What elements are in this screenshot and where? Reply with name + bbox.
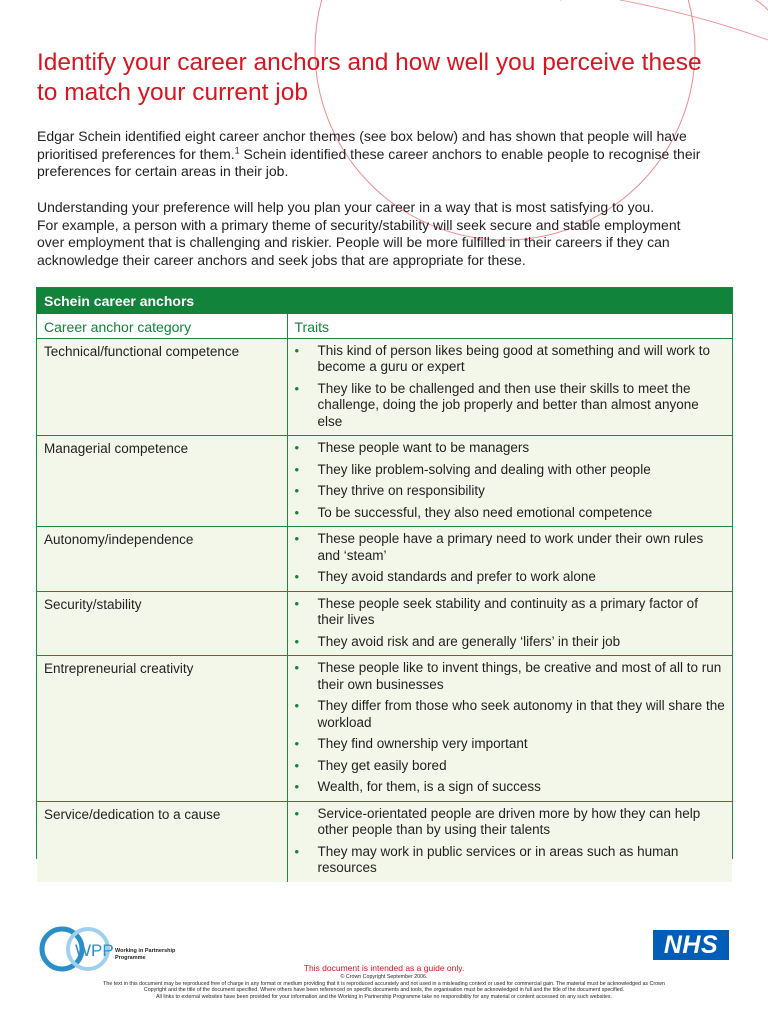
bullet-icon: • (294, 531, 300, 546)
footer-fine-print: © Crown Copyright September 2006. The text in this document may be reproduced free of charge in any format or medium providing that it is reproduced accurately and not used in a misleading context or used for commercial gain. The material must be acknowledged as Crown Copyright and the title of the document specified. Where others have been referenced on specific documents and tools, the organisation must be acknowledged in full and the title of the document specified. All links to external websites have been provided for your information and the Working in Partnership Programme take no responsibility for any material or content accessed on any such websites. (0, 974, 768, 1000)
bullet-icon: • (294, 757, 300, 773)
bullet-icon: • (294, 698, 300, 713)
page-title-line-1: Identify your career anchors and how well you perceive these (37, 49, 702, 76)
anchor-traits (287, 801, 732, 882)
bullet-icon: • (294, 380, 300, 396)
list-item (288, 343, 727, 376)
wpp-logo-text: WPP (75, 941, 114, 960)
nhs-logo: NHS (653, 930, 729, 960)
table-row (37, 527, 732, 592)
trait-text: They avoid standards and prefer to work alone (317, 569, 596, 584)
trait-text: They like problem-solving and dealing with other people (317, 461, 651, 477)
bullet-icon: • (294, 736, 300, 751)
anchor-category: Managerial competence (37, 436, 287, 527)
list-item (288, 660, 727, 693)
trait-text: These people like to invent things, be creative and most of all to run their own businesses (317, 660, 722, 692)
traits-list (288, 806, 727, 877)
bullet-icon: • (294, 504, 300, 520)
traits-list (288, 343, 727, 431)
table-row (37, 656, 732, 802)
footnote-marker: 1 (234, 144, 240, 155)
trait-text: These people have a primary need to work under their own rules and ‘steam’ (317, 531, 704, 563)
list-item (288, 596, 727, 629)
bullet-icon: • (294, 779, 300, 794)
anchor-category: Technical/functional competence (37, 338, 287, 436)
trait-text: Wealth, for them, is a sign of success (317, 779, 541, 794)
trait-text: They get easily bored (317, 757, 447, 773)
bullet-icon: • (294, 440, 300, 455)
trait-text: This kind of person likes being good at something and will work to become a guru or expert (317, 342, 710, 374)
trait-text: These people want to be managers (317, 440, 530, 455)
column-header-traits: Traits (287, 314, 732, 338)
bullet-icon: • (294, 461, 300, 477)
list-item (288, 505, 727, 522)
trait-text: They find ownership very important (317, 736, 528, 751)
trait-text: They thrive on responsibility (317, 483, 485, 498)
list-item (288, 440, 727, 457)
trait-text: To be successful, they also need emotional competence (317, 504, 653, 520)
list-item (288, 531, 727, 564)
list-item (288, 779, 727, 796)
trait-text: Service-orientated people are driven more by how they can help other people than by using their talents (317, 805, 701, 837)
bullet-icon: • (294, 595, 300, 611)
table-row (37, 338, 732, 436)
trait-text: They like to be challenged and then use their skills to meet the challenge, doing the job properly and better than almost anyone else (317, 380, 699, 429)
anchor-traits (287, 436, 732, 527)
anchor-traits (287, 338, 732, 436)
bullet-icon: • (294, 805, 300, 821)
bullet-icon: • (294, 660, 300, 675)
list-item (288, 569, 727, 586)
career-anchors-box (36, 287, 733, 875)
traits-list (288, 660, 727, 796)
list-item (288, 634, 727, 651)
anchor-category: Service/dedication to a cause (37, 801, 287, 882)
table-row (37, 801, 732, 882)
anchor-traits (287, 656, 732, 802)
anchor-traits (287, 527, 732, 592)
traits-list (288, 596, 727, 651)
anchor-category: Autonomy/independence (37, 527, 287, 592)
table-body (37, 338, 732, 882)
trait-text: These people seek stability and continuity as a primary factor of their lives (317, 595, 698, 627)
career-anchors-heading: Schein career anchors (37, 288, 732, 314)
intro-paragraph-2: Understanding your preference will help you plan your career in a way that is most satisfying to you. For example, a person with a primary theme of security/stability will seek secure and stable employment over employment that is challenging and riskier. People will be more fulfilled in their careers if they can acknowledge their career anchors and seek jobs that are appropriate for these. (37, 199, 681, 268)
career-anchors-table (37, 314, 732, 882)
guide-notice: This document is intended as a guide only. (303, 963, 465, 973)
table-row (37, 436, 732, 527)
bullet-icon: • (294, 843, 300, 859)
list-item (288, 698, 727, 731)
footer (0, 963, 768, 1000)
anchor-category: Entrepreneurial creativity (37, 656, 287, 802)
list-item (288, 844, 727, 877)
page-title-line-2: to match your current job (37, 79, 308, 106)
bullet-icon: • (294, 569, 300, 584)
trait-text: They differ from those who seek autonomy in that they will share the workload (317, 698, 725, 730)
table-header-row (37, 314, 732, 338)
trait-text: They may work in public services or in areas such as human resources (317, 843, 679, 875)
list-item (288, 736, 727, 753)
list-item (288, 806, 727, 839)
anchor-category: Security/stability (37, 591, 287, 656)
traits-list (288, 440, 727, 521)
intro-paragraph-1: Edgar Schein identified eight career anchor themes (see box below) and has shown that people will have prioritised preferences for them.$^1$ Schein identified these career anchors to enable people to recognise their preferences for certain areas in their job. (37, 128, 701, 180)
list-item (288, 758, 727, 775)
wpp-programme-name: Working in Partnership Programme (115, 948, 176, 961)
bullet-icon: • (294, 342, 300, 358)
traits-list (288, 531, 727, 586)
trait-text: They avoid risk and are generally ‘lifers’ in their job (317, 633, 621, 649)
anchor-traits (287, 591, 732, 656)
list-item (288, 483, 727, 500)
list-item (288, 462, 727, 479)
table-row (37, 591, 732, 656)
list-item (288, 381, 727, 431)
page-title (37, 48, 757, 108)
bullet-icon: • (294, 633, 300, 649)
copyright-notice: © Crown Copyright September 2006. (340, 974, 428, 980)
column-header-category: Career anchor category (37, 314, 287, 338)
bullet-icon: • (294, 483, 300, 498)
